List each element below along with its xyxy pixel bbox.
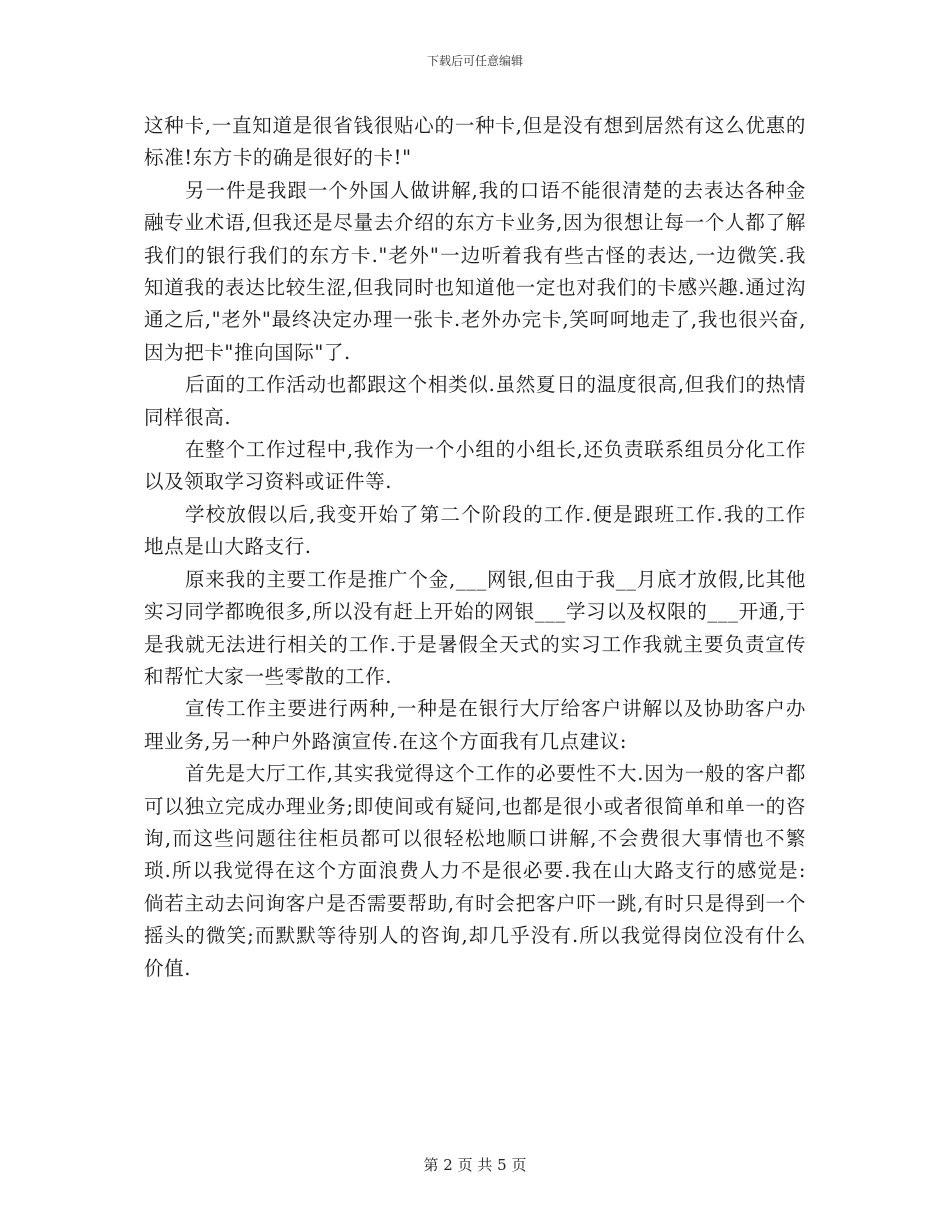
paragraph: 学校放假以后,我变开始了第二个阶段的工作.便是跟班工作.我的工作地点是山大路支行. bbox=[144, 502, 806, 559]
paragraph: 这种卡,一直知道是很省钱很贴心的一种卡,但是没有想到居然有这么优惠的标准!东方卡的确是很好的卡!" bbox=[144, 114, 806, 170]
paragraph: 宣传工作主要进行两种,一种是在银行大厅给客户讲解以及协助客户办理业务,另一种户外路演宣传.在这个方面我有几点建议: bbox=[144, 697, 806, 753]
paragraph: 首先是大厅工作,其实我觉得这个工作的必要性不大.因为一般的客户都可以独立完成办理业务;即使间或有疑问,也都是很小或者很简单和单一的咨询,而这些问题往往柜员都可以很轻松地顺口讲解,不会费很大事情也不繁琐.所以我觉得在这个方面浪费人力不是很必要.我在山大路支行的感觉是:倘若主动去问询客户是否需要帮助,有时会把客户吓一跳,有时只是得到一个摇头的微笑;而默默等待别人的咨询,却几乎没有.所以我觉得岗位没有什么价值. bbox=[144, 762, 806, 980]
paragraph: 原来我的主要工作是推广个金,___网银,但由于我__月底才放假,比其他实习同学都晚很多,所以没有赶上开始的网银___学习以及权限的___开通,于是我就无法进行相关的工作.于是暑假全天式的实习工作我就主要负责宣传和帮忙大家一些零散的工作. bbox=[144, 567, 806, 688]
paragraph: 另一件是我跟一个外国人做讲解,我的口语不能很清楚的去表达各种金融专业术语,但我还是尽量去介绍的东方卡业务,因为很想让每一个人都了解我们的银行我们的东方卡."老外"一边听着我有些古怪的表达,一边微笑.我知道我的表达比较生涩,但我同时也知道他一定也对我们的卡感兴趣.通过沟通之后,"老外"最终决定办理一张卡.老外办完卡,笑呵呵地走了,我也很兴奋,因为把卡"推向国际"了. bbox=[144, 178, 806, 364]
page-number: 第 2 页 共 5 页 bbox=[423, 1156, 527, 1174]
page-header: 下载后可任意编辑 bbox=[426, 54, 523, 68]
paragraph: 在整个工作过程中,我作为一个小组的小组长,还负责联系组员分化工作以及领取学习资料或证件等. bbox=[144, 438, 806, 494]
document-body bbox=[144, 110, 806, 985]
paragraph: 后面的工作活动也都跟这个相类似.虽然夏日的温度很高,但我们的热情同样很高. bbox=[144, 373, 806, 429]
